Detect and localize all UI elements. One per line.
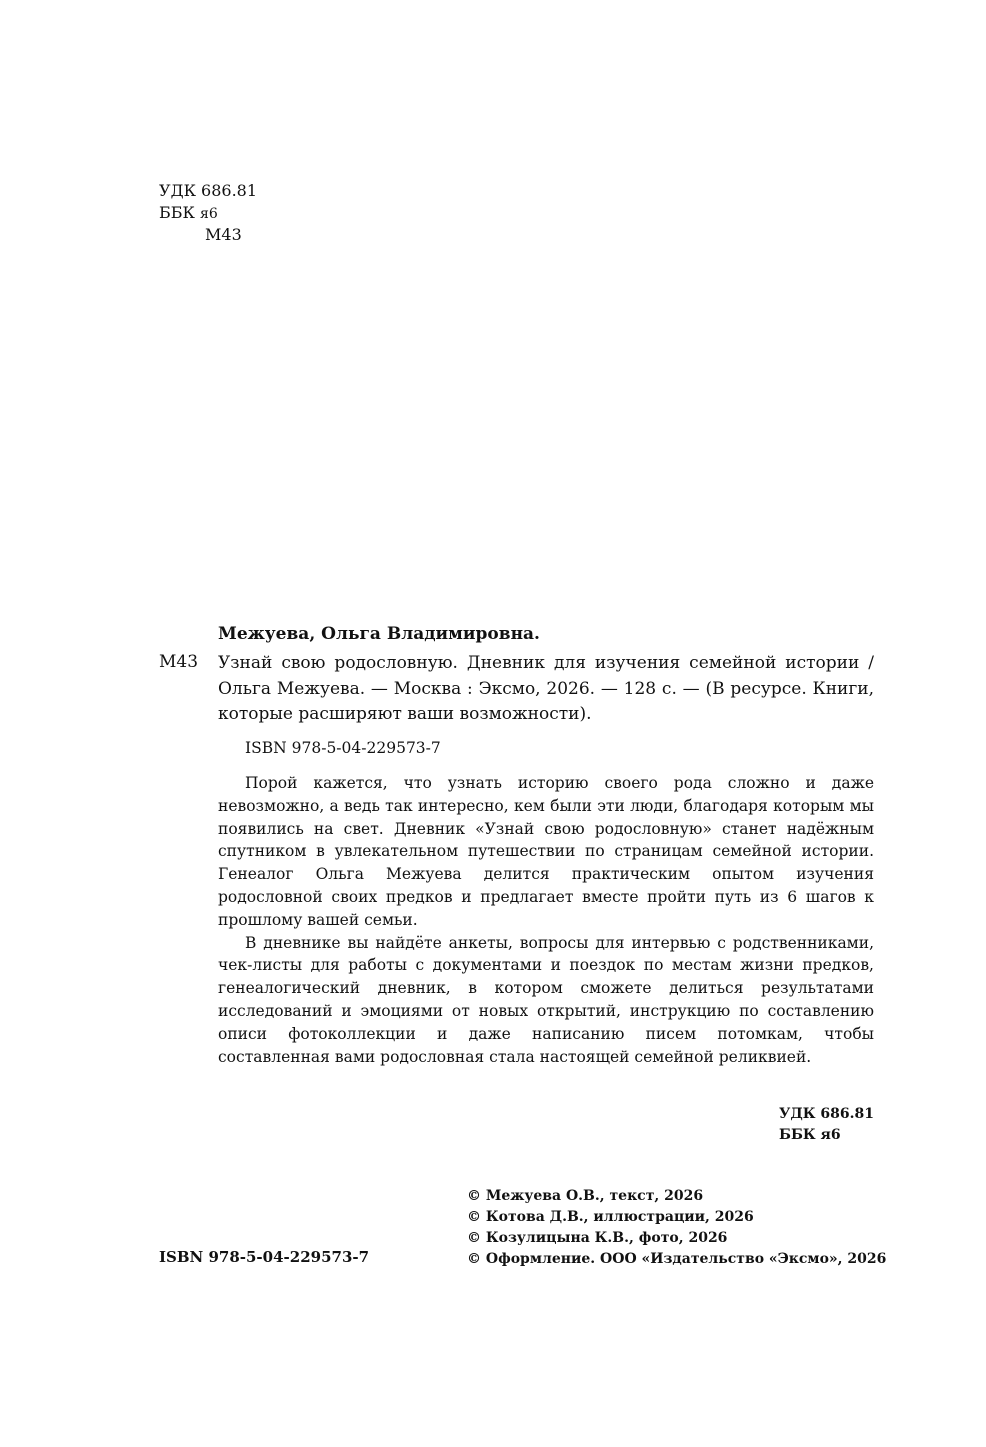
- copyright-line: © Котова Д.В., иллюстрации, 2026: [467, 1209, 754, 1225]
- isbn-bottom: ISBN 978-5-04-229573-7: [159, 1248, 370, 1266]
- udk-code-top: УДК 686.81: [159, 181, 258, 200]
- copyright-block: [467, 1186, 886, 1270]
- entry-author: Межуева, Ольга Владимировна.: [218, 624, 540, 644]
- bbk-code-top: [159, 202, 218, 225]
- annotation-paragraph-2: В дневнике вы найдёте анкеты, вопросы для интервью с родственниками, чек-листы для работы с документами и поездок по местам жизни предков, генеалогический дневник, в котором сможете делиться результатами исследований и эмоциями от новых открытий, инструкцию по составлению описи фотоколлекции и даже написанию писем потомкам, чтобы составленная вами родословная стала настоящей семейной реликвией.: [218, 933, 874, 1066]
- copyright-line: © Межуева О.В., текст, 2026: [467, 1188, 704, 1204]
- copyright-line: © Оформление. ООО «Издательство «Эксмо», 2026: [467, 1251, 887, 1267]
- bbk-prefix: ББК: [159, 203, 195, 222]
- bbk-value: я6: [200, 206, 218, 222]
- copyright-line: © Козулицына К.В., фото, 2026: [467, 1230, 728, 1246]
- bbk-code-bottom: ББК я6: [779, 1127, 841, 1143]
- annotation: [218, 772, 874, 1068]
- udk-code-bottom: УДК 686.81: [779, 1106, 874, 1122]
- author-sign-top: М43: [205, 225, 242, 244]
- entry-isbn: ISBN 978-5-04-229573-7: [245, 739, 441, 757]
- entry-author-sign: М43: [159, 652, 199, 672]
- entry-description: Узнай свою родословную. Дневник для изучения семейной истории / Ольга Межуева. — Москва : Эксмо, 2026. — 128 с. — (В ресурсе. Книги, которые расширяют ваши возможности).: [218, 653, 874, 724]
- annotation-paragraph-1: Порой кажется, что узнать историю своего рода сложно и даже невозможно, а ведь так интересно, кем были эти люди, благодаря которым мы появились на свет. Дневник «Узнай свою родословную» станет надёжным спутником в увлекательном путешествии по страницам семейной истории. Генеалог Ольга Межуева делится практическим опытом изучения родословной своих предков и предлагает вместе пройти путь из 6 шагов к прошлому вашей семьи.: [218, 774, 874, 929]
